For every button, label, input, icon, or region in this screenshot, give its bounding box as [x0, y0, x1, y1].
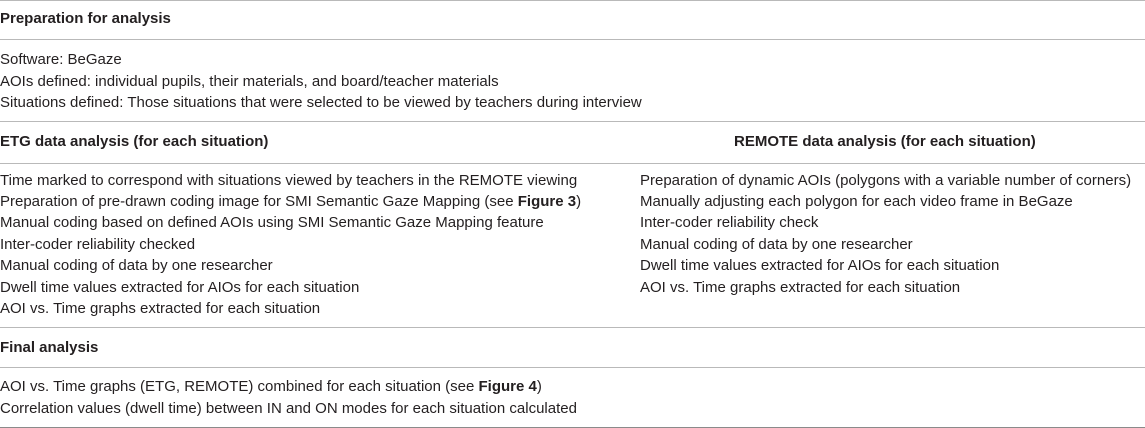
etg-line: AOI vs. Time graphs extracted for each situation: [0, 300, 321, 317]
figure-close-paren: ): [576, 193, 582, 210]
preparation-line: AOIs defined: individual pupils, their materials, and board/teacher materials: [0, 73, 499, 90]
columns-rule: [0, 163, 1145, 164]
preparation-rule: [0, 39, 1145, 40]
preparation-line: Situations defined: Those situations that were selected to be viewed by teachers during interview: [0, 94, 642, 111]
final-heading: Final analysis: [0, 339, 99, 356]
remote-line: Manual coding of data by one researcher: [640, 236, 913, 253]
section-divider: [0, 327, 1145, 328]
figure-4-reference: Figure 4: [478, 378, 537, 395]
etg-line: Time marked to correspond with situations viewed by teachers in the REMOTE viewing: [0, 172, 578, 189]
remote-line: AOI vs. Time graphs extracted for each situation: [640, 279, 961, 296]
etg-line-text: Preparation of pre-drawn coding image for SMI Semantic Gaze Mapping (see: [0, 193, 518, 210]
final-line-text: AOI vs. Time graphs (ETG, REMOTE) combined for each situation (see: [0, 378, 479, 395]
etg-line: Dwell time values extracted for AIOs for each situation: [0, 279, 360, 296]
preparation-heading: Preparation for analysis: [0, 10, 171, 27]
final-rule: [0, 367, 1145, 368]
remote-heading: REMOTE data analysis (for each situation): [734, 133, 1036, 150]
etg-line: Inter-coder reliability checked: [0, 236, 196, 253]
remote-line: Dwell time values extracted for AIOs for each situation: [640, 257, 1000, 274]
etg-line: Manual coding based on defined AOIs using SMI Semantic Gaze Mapping feature: [0, 214, 544, 231]
figure-3-reference: Figure 3: [517, 193, 577, 210]
section-divider: [0, 121, 1145, 122]
etg-line: Manual coding of data by one researcher: [0, 257, 273, 274]
figure-close-paren: ): [536, 378, 542, 395]
preparation-line: Software: BeGaze: [0, 51, 122, 68]
etg-heading: ETG data analysis (for each situation): [0, 133, 269, 150]
final-line: [0, 378, 542, 395]
remote-line: Manually adjusting each polygon for each video frame in BeGaze: [640, 193, 1073, 210]
remote-line: Inter-coder reliability check: [640, 214, 819, 231]
etg-line: [0, 193, 581, 210]
remote-line: Preparation of dynamic AOIs (polygons with a variable number of corners): [640, 172, 1132, 189]
table-top-rule: [0, 0, 1145, 1]
final-line: Correlation values (dwell time) between IN and ON modes for each situation calculated: [0, 400, 577, 417]
